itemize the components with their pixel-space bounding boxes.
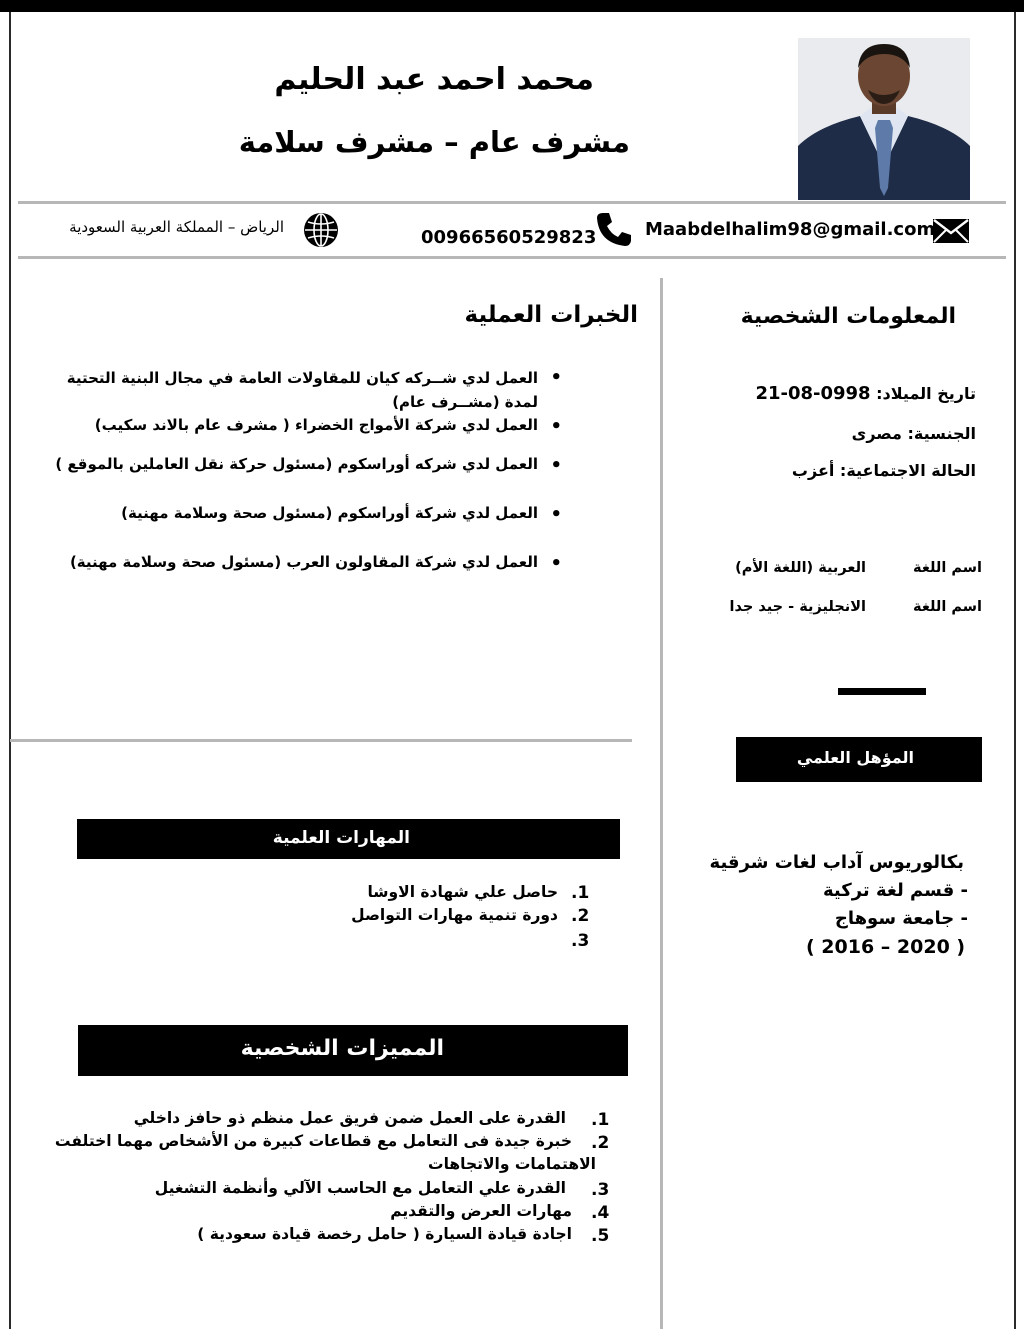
trait-number: .5: [591, 1226, 610, 1246]
language-value-1: العربية (اللغة الأم): [735, 560, 866, 576]
experience-list-2: [40, 416, 562, 434]
education-university: - جامعة سوهاج: [834, 908, 968, 929]
skill-number: .1: [571, 883, 590, 903]
trait-number: .2: [591, 1133, 610, 1153]
trait-item: القدرة على العمل ضمن فريق عمل منظم ذو حافز داخلي: [133, 1109, 566, 1127]
person-name: محمد احمد عبد الحليم: [274, 62, 594, 97]
globe-icon: [303, 212, 339, 252]
trait-item: خبرة جيدة فى التعامل مع قطاعات كبيرة من الأشخاص مهما اختلفت: [54, 1132, 572, 1150]
experience-list: [40, 366, 562, 414]
phone-text: 00966560529823: [421, 227, 597, 248]
nationality: الجنسية: مصرى: [851, 424, 976, 443]
short-rule: [838, 688, 926, 695]
trait-number: .3: [591, 1180, 610, 1200]
header-divider-top: [18, 201, 1006, 204]
experience-item: • العمل لدي شركة أوراسكوم (مسئول صحة وسلامة مهنية): [40, 504, 538, 522]
birth-date-label: تاريخ الميلاد:: [876, 384, 976, 403]
trait-item: القدرة علي التعامل مع الحاسب الآلي وأنظمة التشغيل: [154, 1179, 566, 1197]
experience-heading: الخبرات العملية: [464, 302, 638, 328]
top-bar: [0, 0, 1024, 12]
education-heading-box: [736, 737, 982, 782]
education-years: ( 2016 – 2020 ): [806, 936, 966, 958]
trait-number: .4: [591, 1203, 610, 1223]
skill-number: .2: [571, 906, 590, 926]
skill-number: .3: [571, 931, 590, 951]
marital-status: الحالة الاجتماعية: أعزب: [791, 461, 976, 480]
personal-info-heading: المعلومات الشخصية: [740, 304, 956, 329]
education-heading: المؤهل العلمي: [796, 748, 914, 767]
right-border: [1014, 12, 1016, 1329]
experience-item: • العمل لدي شــركه كيان للمقاولات العامة في مجال البنية التحتية لمدة (مشــرف عام): [40, 366, 538, 414]
traits-heading: المميزات الشخصية: [240, 1036, 444, 1061]
education-degree: بكالوريوس آداب لغات شرقية: [709, 852, 964, 873]
envelope-icon: [932, 218, 970, 248]
profile-photo: [798, 38, 970, 200]
language-label-2: اسم اللغة: [913, 599, 982, 615]
experience-divider: [10, 739, 632, 742]
birth-date-value: 21-08-0998: [755, 383, 871, 404]
trait-item: اجادة قيادة السيارة ( حامل رخصة قيادة سعودية ): [197, 1225, 572, 1243]
traits-heading-box: [78, 1025, 628, 1076]
experience-list-3: [40, 455, 562, 473]
trait-item: مهارات العرض والتقديم: [390, 1202, 572, 1220]
language-value-2: الانجليزية - جيد جدا: [729, 599, 866, 615]
phone-icon: [595, 210, 633, 252]
birth-date-row: [755, 383, 976, 404]
column-divider: [660, 278, 663, 1329]
trait-number: .1: [591, 1110, 610, 1130]
job-title: مشرف عام – مشرف سلامة: [238, 125, 630, 159]
experience-list-4: [40, 504, 562, 522]
skills-heading: المهارات العلمية: [272, 828, 410, 848]
skill-item: حاصل علي شهادة الاوشا: [367, 883, 558, 901]
experience-item: • العمل لدي شركة الأمواج الخضراء ( مشرف عام بالاند سكيب): [40, 416, 538, 434]
skill-item: دورة تنمية مهارات التواصل: [351, 906, 558, 924]
experience-list-5: [40, 553, 562, 571]
education-department: - قسم لغة تركية: [822, 880, 968, 901]
experience-item: • العمل لدي شركة المقاولون العرب (مسئول صحة وسلامة مهنية): [40, 553, 538, 571]
skills-heading-box: [77, 819, 620, 859]
experience-item: • العمل لدي شركه أوراسكوم (مسئول حركة نقل العاملين بالموقع ): [40, 455, 538, 473]
left-border: [9, 12, 11, 1329]
language-label-1: اسم اللغة: [913, 560, 982, 576]
email-text: Maabdelhalim98@gmail.com: [645, 219, 936, 240]
header-divider-bottom: [18, 256, 1006, 259]
location-text: الرياض – المملكة العربية السعودية: [69, 218, 284, 236]
trait-item-continuation: الاهتمامات والاتجاهات: [428, 1155, 596, 1173]
